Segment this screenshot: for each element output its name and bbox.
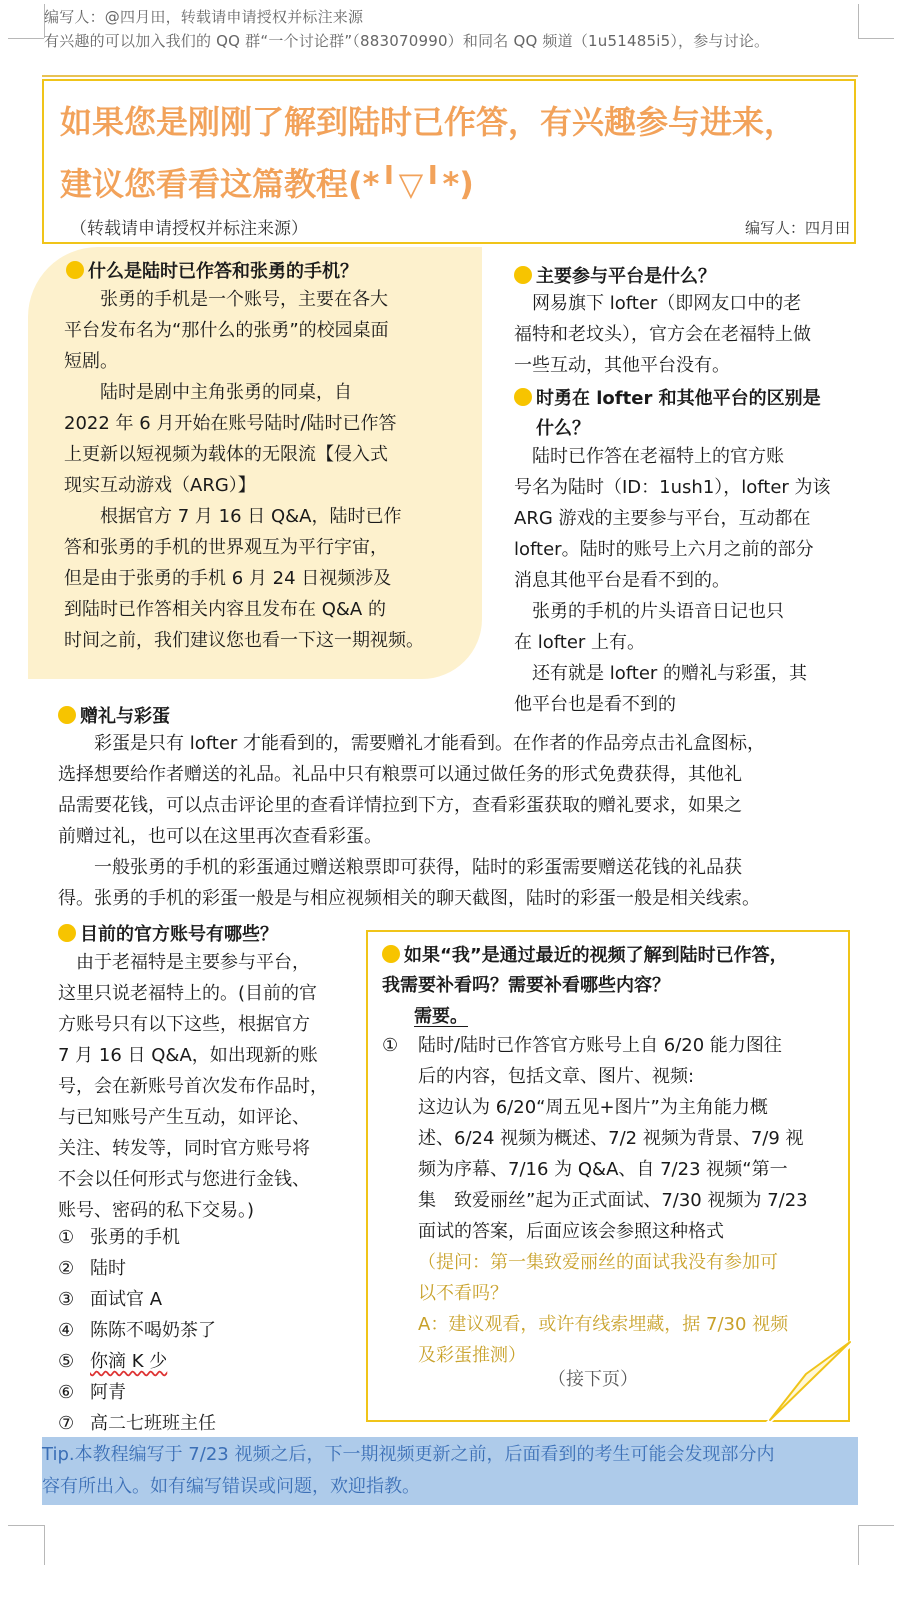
- bullet-icon: [514, 388, 532, 406]
- text-line: 平台发布名为“那什么的张勇”的校园桌面: [64, 320, 389, 341]
- text-line: 上更新以短视频为载体的无限流【侵入式: [64, 444, 388, 465]
- list-item: ④ 陈陈不喝奶茶了: [58, 1320, 216, 1341]
- text-line: 选择想要给作者赠送的礼品。礼品中只有粮票可以通过做任务的形式免费获得，其他礼: [58, 764, 742, 785]
- text-line: 由于老福特是主要参与平台，: [58, 952, 310, 973]
- text-line: A：建议观看，或许有线索埋藏，据 7/30 视频: [418, 1314, 789, 1335]
- text-line: 账号、密码的私下交易。): [58, 1200, 255, 1221]
- title-subtitle: （转载请申请授权并标注来源）: [70, 219, 308, 239]
- note-heading-1: 如果“我”是通过最近的视频了解到陆时已作答，: [382, 941, 788, 967]
- text-line: 方账号只有以下这些，根据官方: [58, 1014, 310, 1035]
- title-author: 编写人：四月田: [744, 219, 850, 237]
- section3-heading-cont: 什么？: [536, 418, 590, 439]
- text-line: 面试的答案，后面应该会参照这种格式: [418, 1221, 724, 1242]
- text-line: 不会以任何形式与您进行金钱、: [58, 1169, 310, 1190]
- text-line: 2022 年 6 月开始在账号陆时/陆时已作答: [64, 413, 397, 434]
- text-line: 现实互动游戏（ARG）】: [64, 475, 256, 496]
- text-line: 得。张勇的手机的彩蛋一般是与相应视频相关的聊天截图，陆时的彩蛋一般是相关线索。: [58, 888, 760, 909]
- header-rule: [42, 75, 858, 77]
- text-line: lofter。陆时的账号上六月之前的部分: [514, 539, 814, 560]
- text-line: 这边认为 6/20“周五见+图片”为主角能力概: [418, 1097, 768, 1118]
- text-line: 前赠过礼，也可以在这里再次查看彩蛋。: [58, 826, 382, 847]
- text-line: 以不看吗？: [418, 1283, 508, 1304]
- bullet-icon: [514, 266, 532, 284]
- text-line: 述、6/24 视频为概述、7/2 视频为背景、7/9 视: [418, 1128, 804, 1149]
- text-line: Tip.本教程编写于 7/23 视频之后，下一期视频更新之前，后面看到的考生可能会发现部分内: [42, 1444, 775, 1465]
- text-line: 一般张勇的手机的彩蛋通过赠送粮票即可获得，陆时的彩蛋需要赠送花钱的礼品获: [58, 857, 742, 878]
- section1-heading: 什么是陆时已作答和张勇的手机？: [66, 257, 358, 283]
- text-line: ARG 游戏的主要参与平台，互动都在: [514, 508, 811, 529]
- header-group-line: 有兴趣的可以加入我们的 QQ 群“一个讨论群”（883070990）和同名 QQ 频道（1u51485i5），参与讨论。: [44, 32, 770, 50]
- section4-body: [58, 728, 765, 914]
- text-line: 号名为陆时（ID：1ush1），lofter 为该: [514, 477, 831, 498]
- text-line: 答和张勇的手机的世界观互为平行宇宙，: [64, 537, 388, 558]
- text-line: 集 致爱丽丝”起为正式面试、7/30 视频为 7/23: [418, 1190, 808, 1211]
- title-line-1: 如果您是刚刚了解到陆时已作答，有兴趣参与进来，: [60, 103, 797, 141]
- title-box: [42, 79, 856, 244]
- section3-body: [514, 441, 831, 720]
- text-line: 时间之前，我们建议您也看一下这一期视频。: [64, 630, 424, 651]
- title-line-2: 建议您看看这篇教程(*╹▽╹*): [60, 165, 474, 203]
- text-line: 到陆时已作答相关内容且发布在 Q&A 的: [64, 599, 386, 620]
- text-line: 号，会在新账号首次发布作品时，: [58, 1076, 328, 1097]
- text-line: 张勇的手机的片头语音日记也只: [514, 601, 784, 622]
- crop-mark: [8, 1525, 44, 1526]
- text-line: 福特和老坟头），官方会在老福特上做: [514, 324, 811, 345]
- bullet-icon: [58, 706, 76, 724]
- text-line: 他平台也是看不到的: [514, 694, 676, 715]
- text-line: 品需要花钱，可以点击评论里的查看详情拉到下方，查看彩蛋获取的赠礼要求，如果之: [58, 795, 742, 816]
- note-heading-2: 我需要补看吗？需要补看哪些内容？: [382, 975, 670, 996]
- note-item-body: [418, 1030, 808, 1371]
- text-line: 容有所出入。如有编写错误或问题，欢迎指教。: [42, 1476, 420, 1497]
- text-line: 及彩蛋推测）: [418, 1345, 526, 1366]
- text-line: 网易旗下 lofter（即网友口中的老: [514, 293, 802, 314]
- bullet-icon: [66, 261, 84, 279]
- section5-heading: 目前的官方账号有哪些？: [58, 920, 278, 946]
- text-line: 消息其他平台是看不到的。: [514, 570, 730, 591]
- bullet-icon: [382, 945, 400, 963]
- text-line: 张勇的手机是一个账号，主要在各大: [64, 289, 388, 310]
- account-list: [58, 1222, 216, 1439]
- text-line: 陆时是剧中主角张勇的同桌，自: [64, 382, 352, 403]
- list-item: ② 陆时: [58, 1258, 126, 1279]
- text-line: 陆时/陆时已作答官方账号上自 6/20 能力图往: [418, 1035, 782, 1056]
- text-line: 一些互动，其他平台没有。: [514, 355, 730, 376]
- crop-mark: [858, 4, 859, 38]
- list-item: ① 张勇的手机: [58, 1227, 180, 1248]
- continued-label: （接下页）: [548, 1369, 638, 1390]
- list-item: ③ 面试官 A: [58, 1289, 163, 1310]
- list-item: ⑦ 高二七班班主任: [58, 1413, 216, 1434]
- text-line: 但是由于张勇的手机 6 月 24 日视频涉及: [64, 568, 392, 589]
- section2-body: [514, 288, 811, 381]
- text-line: 根据官方 7 月 16 日 Q&A，陆时已作: [64, 506, 402, 527]
- text-line: （提问：第一集致爱丽丝的面试我没有参加可: [418, 1252, 778, 1273]
- section2-heading: 主要参与平台是什么？: [514, 262, 716, 288]
- section4-heading: 赠礼与彩蛋: [58, 702, 170, 728]
- list-item: ⑤ 你滴 K 少: [58, 1351, 168, 1372]
- crop-mark: [858, 38, 894, 39]
- text-line: 在 lofter 上有。: [514, 632, 646, 653]
- text-line: 短剧。: [64, 351, 118, 372]
- tip-text: [42, 1439, 774, 1503]
- crop-mark: [8, 38, 44, 39]
- text-line: 彩蛋是只有 lofter 才能看到的，需要赠礼才能看到。在作者的作品旁点击礼盒图标，: [58, 733, 766, 754]
- section3-heading: 时勇在 lofter 和其他平台的区别是: [514, 384, 821, 410]
- bullet-icon: [58, 924, 76, 942]
- text-line: 与已知账号产生互动，如评论、: [58, 1107, 310, 1128]
- note-item-num: ①: [382, 1035, 399, 1056]
- section1-body: [64, 284, 424, 656]
- header-author-line: 编写人：@四月田，转载请申请授权并标注来源: [44, 8, 364, 26]
- section5-body: [58, 947, 328, 1226]
- tip-box: [42, 1437, 858, 1505]
- note-answer: 需要。: [414, 1006, 468, 1027]
- text-line: 陆时已作答在老福特上的官方账: [514, 446, 784, 467]
- crop-mark: [44, 1525, 45, 1565]
- text-line: 关注、转发等，同时官方账号将: [58, 1138, 310, 1159]
- text-line: 这里只说老福特上的。(目前的官: [58, 983, 318, 1004]
- crop-mark: [858, 1525, 859, 1565]
- text-line: 频为序幕、7/16 为 Q&A、自 7/23 视频“第一: [418, 1159, 788, 1180]
- text-line: 7 月 16 日 Q&A，如出现新的账: [58, 1045, 318, 1066]
- text-line: 后的内容，包括文章、图片、视频:: [418, 1066, 695, 1087]
- list-item: ⑥ 阿青: [58, 1382, 126, 1403]
- text-line: 还有就是 lofter 的赠礼与彩蛋，其: [514, 663, 808, 684]
- crop-mark: [858, 1525, 894, 1526]
